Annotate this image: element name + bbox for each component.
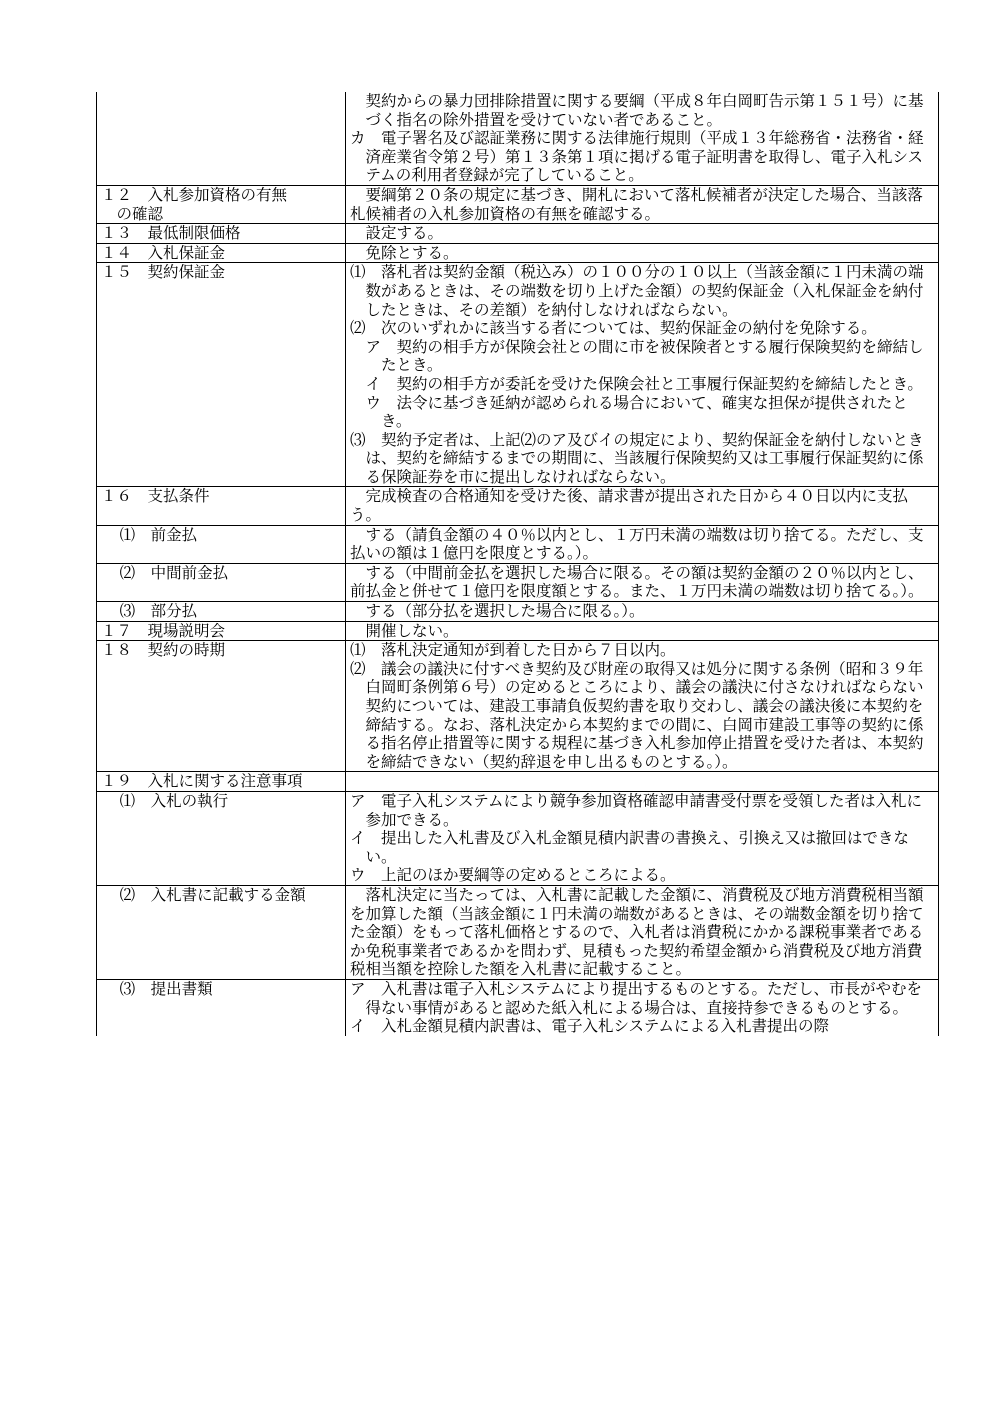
content-paragraph: ⑶ 契約予定者は、上記⑵のア及びイの規定により、契約保証金を納付しないときは、契約を締結するまでの期間に、当該履行保険契約又は工事履行保証契約に係る保険証券を市に提出しなければならない。 [350,430,924,486]
item-label: １８ 契約の時期 [101,641,226,660]
item-label-cell [97,979,346,1035]
item-content-cell [346,979,939,1035]
item-label-cell [97,525,346,563]
item-label: ⑵ 入札書に記載する金額 [119,885,306,904]
item-label-cell [97,791,346,885]
table-row [97,243,939,263]
item-label-cell [97,602,346,622]
item-content-cell [346,641,939,772]
table-row [97,92,939,185]
table-row [97,791,939,885]
item-label: １６ 支払条件 [101,487,210,506]
item-label: ⑴ 入札の執行 [119,791,229,810]
document-page [96,92,938,1036]
content-paragraph: 完成検査の合格通知を受けた後、請求書が提出された日から４０日以内に支払う。 [350,487,909,525]
table-row [97,602,939,622]
content-paragraph: イ 入札金額見積内訳書は、電子入札システムによる入札書提出の際 [350,1017,829,1036]
content-paragraph: 落札決定に当たっては、入札書に記載した金額に、消費税及び地方消費税相当額を加算した額（当該金額に１円未満の端数があるときは、その端数金額を切り捨てた金額）をもって落札価格とするので、入札者は消費税にかかる課税事業者であるか免税事業者であるかを問わず、見積もった契約希望金額から消費税及び地方消費税相当額を控除した額を入札書に記載すること。 [350,885,924,979]
content-paragraph: ウ 上記のほか要綱等の定めるところによる。 [350,866,676,885]
item-label: １３ 最低制限価格 [101,224,241,243]
item-label: ⑴ 前金払 [119,525,198,544]
item-content-cell [346,243,939,263]
item-label-cell [97,224,346,244]
item-label-cell [97,772,346,792]
content-paragraph: 免除とする。 [365,243,459,262]
item-content-cell [346,621,939,641]
table-body [97,92,939,1036]
item-label-cell [97,92,346,185]
item-label: ⑵ 中間前金払 [119,563,229,582]
table-row [97,563,939,601]
item-label: １５ 契約保証金 [101,263,226,282]
item-label-cell [97,263,346,487]
content-paragraph: イ 契約の相手方が委託を受けた保険会社と工事履行保証契約を締結したとき。 [365,374,923,393]
table-row [97,621,939,641]
table-row [97,263,939,487]
content-paragraph: 契約からの暴力団排除措置に関する要綱（平成８年白岡町告示第１５１号）に基づく指名の除外措置を受けていない者であること。 [365,92,924,129]
item-content-cell [346,263,939,487]
item-content-cell [346,224,939,244]
item-content-cell [346,185,939,223]
content-paragraph: 設定する。 [365,224,444,243]
item-label: ⑶ 提出書類 [119,979,213,998]
content-paragraph: ア 入札書は電子入札システムにより提出するものとする。ただし、市長がやむを得ない事情があると認めた紙入札による場合は、直接持参できるものとする。 [350,979,922,1017]
item-content-cell [346,525,939,563]
content-paragraph: する（部分払を選択した場合に限る。）。 [365,602,645,621]
content-paragraph: ⑵ 議会の議決に付すべき契約及び財産の取得又は処分に関する条例（昭和３９年白岡町条例第６号）の定めるところにより、議会の議決に付さなければならない契約については、建設工事請負仮契約書を取り交わし、議会の議決後に本契約を締結する。なお、落札決定から本契約までの間に、白岡市建設工事等の契約に係る指名停止措置等に関する規程に基づき入札参加停止措置を受けた者は、本契約を締結できない（契約辞退を申し出るものとする。）。 [350,659,924,771]
table-row [97,772,939,792]
table-row [97,641,939,772]
content-paragraph: カ 電子署名及び認証業務に関する法律施行規則（平成１３年総務省・法務省・経済産業省令第２号）第１３条第１項に掲げる電子証明書を取得し、電子入札システムの利用者登録が完了していること。 [350,129,924,185]
table-row [97,979,939,1035]
content-paragraph: ⑴ 落札決定通知が到着した日から７日以内。 [350,641,676,660]
item-label-cell [97,243,346,263]
content-paragraph: ア 契約の相手方が保険会社との間に市を被保険者とする履行保険契約を締結したとき。 [365,337,924,375]
content-paragraph: ア 電子入札システムにより競争参加資格確認申請書受付票を受領した者は入札に参加できる。 [350,791,922,829]
table-row [97,487,939,525]
item-content-cell [346,885,939,979]
content-paragraph: する（請負金額の４０％以内とし、１万円未満の端数は切り捨てる。ただし、支払いの額は１億円を限度とする。）。 [350,525,924,563]
content-paragraph: ⑵ 次のいずれかに該当する者については、契約保証金の納付を免除する。 [350,319,877,338]
tender-conditions-table [96,92,939,1036]
item-label: １２ 入札参加資格の有無 の確認 [101,185,288,223]
content-paragraph: 開催しない。 [365,621,459,640]
content-paragraph: する（中間前金払を選択した場合に限る。その額は契約金額の２０％以内とし、前払金と併せて１億円を限度額とする。また、１万円未満の端数は切り捨てる。）。 [350,563,924,601]
table-row [97,885,939,979]
content-paragraph: イ 提出した入札書及び入札金額見積内訳書の書換え、引換え又は撤回はできない。 [350,829,909,866]
item-content-cell [346,602,939,622]
item-content-cell [346,772,939,792]
item-label: １７ 現場説明会 [101,621,226,640]
content-paragraph: ウ 法令に基づき延納が認められる場合において、確実な担保が提供されたとき。 [365,393,908,431]
item-content-cell [346,563,939,601]
item-label-cell [97,621,346,641]
table-row [97,224,939,244]
item-label-cell [97,563,346,601]
content-paragraph: ⑴ 落札者は契約金額（税込み）の１００分の１０以上（当該金額に１円未満の端数があるときは、その端数を切り上げた金額）の契約保証金（入札保証金を納付したときは、その差額）を納付しなければならない。 [350,263,924,319]
item-content-cell [346,487,939,525]
item-label: １４ 入札保証金 [101,243,226,262]
item-label-cell [97,641,346,772]
content-paragraph: 要綱第２０条の規定に基づき、開札において落札候補者が決定した場合、当該落札候補者の入札参加資格の有無を確認する。 [350,185,923,223]
item-label: ⑶ 部分払 [119,602,198,621]
item-label-cell [97,185,346,223]
table-row [97,525,939,563]
item-content-cell [346,791,939,885]
item-label-cell [97,885,346,979]
item-label-cell [97,487,346,525]
item-label: １９ 入札に関する注意事項 [101,772,303,791]
item-content-cell [346,92,939,185]
table-row [97,185,939,223]
